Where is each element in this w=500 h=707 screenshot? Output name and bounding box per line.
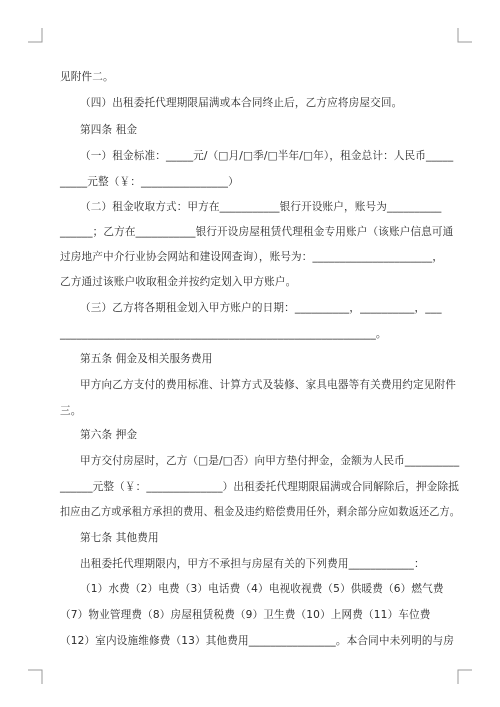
text-line-9: 乙方通过该账户收取租金并按约定划入甲方账户。 <box>60 276 297 288</box>
section-heading-article-4: 第四条 租金 <box>80 124 138 136</box>
section-heading-article-6: 第六条 押金 <box>80 429 138 441</box>
crop-mark-top-left <box>28 28 44 44</box>
text-line-20: 出租委托代理期限内，甲方不承担与房屋有关的下列费用____________： <box>80 558 425 570</box>
text-line-1: 见附件二。 <box>60 71 114 83</box>
text-line-23: （12）室内设施维修费（13）其他费用________________。本合同中未列明的与房 <box>60 635 455 647</box>
text-line-5: _____元整（￥：________________） <box>60 176 239 188</box>
text-line-11: __________________________________________________________。 <box>60 328 387 340</box>
text-line-13: 甲方向乙方支付的费用标准、计算方式及装修、家具电器等有关费用约定见附件 <box>80 379 457 391</box>
text-line-7: ______；乙方在___________银行开设房屋租赁代理租金专用账户（该账户信息可通 <box>60 226 454 238</box>
text-line-8: 过房地产中介行业协会网站和建设网查询），账号为：______________________， <box>60 251 444 263</box>
crop-mark-bottom-right <box>456 668 472 684</box>
section-heading-article-7: 第七条 其他费用 <box>80 532 159 544</box>
crop-mark-top-right <box>456 28 472 44</box>
text-line-21: （1）水费（2）电费（3）电话费（4）电视收视费（5）供暖费（6）燃气费 <box>80 583 444 595</box>
text-line-18: 扣应由乙方或承租方承担的费用、租金及违约赔偿费用任外，剩余部分应如数返还乙方。 <box>60 506 461 518</box>
text-line-4: （一）租金标准：_____元/（□月/□季/□半年/□年），租金总计：人民币_____ <box>80 150 454 162</box>
text-line-14: 三。 <box>60 405 82 417</box>
crop-mark-bottom-left <box>28 668 44 684</box>
text-line-16: 甲方交付房屋时，乙方（□是/□否）向甲方垫付押金，金额为人民币__________ <box>80 455 460 467</box>
section-heading-article-5: 第五条 佣金及相关服务费用 <box>80 353 213 365</box>
text-line-10: （三）乙方将各期租金划入甲方账户的日期：__________，__________，___ <box>80 302 442 314</box>
text-line-6: （二）租金收取方式：甲方在___________银行开设账户，账号为__________ <box>80 201 442 213</box>
text-line-2: （四）出租委托代理期限届满或本合同终止后，乙方应将房屋交回。 <box>80 97 403 109</box>
text-line-22: （7）物业管理费（8）房屋租赁税费（9）卫生费（10）上网费（11）车位费 <box>60 609 431 621</box>
text-line-17: ______元整（￥：______________）出租委托代理期限届满或合同解除后，押金除抵 <box>60 481 460 493</box>
